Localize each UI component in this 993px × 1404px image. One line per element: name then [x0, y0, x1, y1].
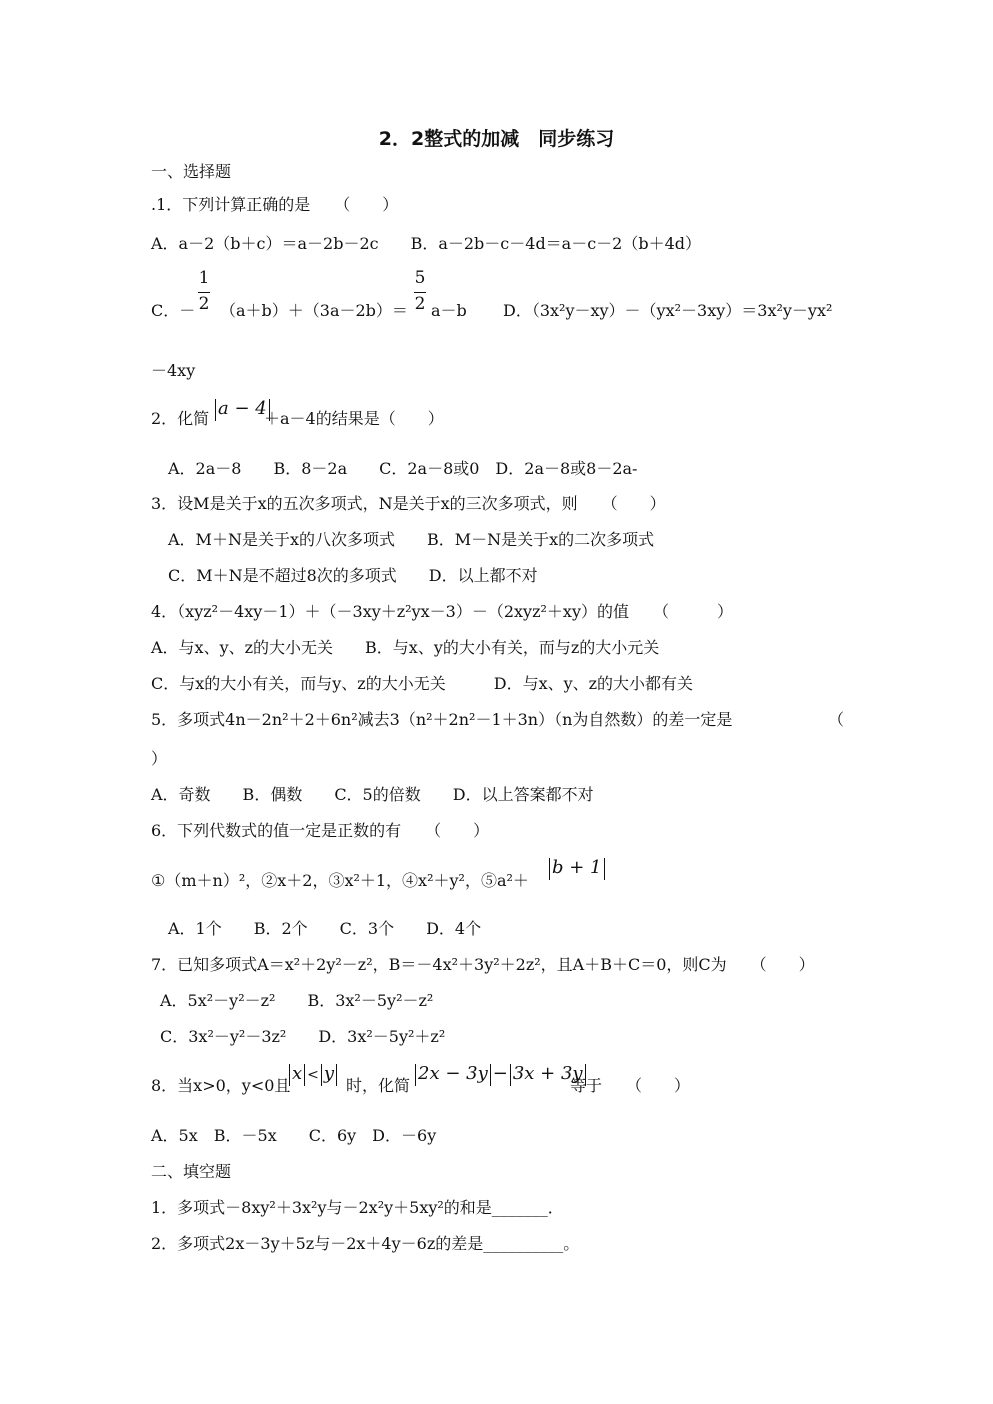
q4-options-ab: A．与x、y、z的大小无关 B．与x、y的大小有关，而与z的大小元关 [151, 638, 660, 657]
q8-expression [413, 1063, 588, 1086]
q4-options-cd: C．与x的大小有关，而与y、z的大小无关 D．与x、y、z的大小都有关 [151, 674, 694, 693]
q6-items: ①（m＋n）²，②x＋2，③x²＋1，④x²＋y²，⑤a²＋ [151, 871, 529, 890]
section-fill-heading: 二、填空题 [151, 1162, 232, 1181]
abs-bar-icon [304, 1064, 305, 1086]
q1-option-c-suffix: a－b [431, 301, 467, 320]
q6-stem: 6．下列代数式的值一定是正数的有 （ ） [151, 821, 490, 840]
q7-options-ab: A．5x²－y²－z² B．3x²－5y²－z² [160, 991, 434, 1010]
q2-options: A．2a－8 B．8－2a C．2a－8或0 D．2a－8或8－2a- [168, 459, 638, 478]
q8-options: A．5x B．－5x C．6y D．－6y [151, 1126, 437, 1145]
q1-frac2-numerator: 5 [414, 268, 426, 288]
fill-question-2: 2．多项式2x－3y＋5z与－2x＋4y－6z的差是__________。 [151, 1234, 580, 1253]
q2-absolute-value [213, 398, 272, 421]
q1-option-d-continued: －4xy [151, 361, 196, 380]
q3-options-cd: C．M＋N是不超过8次的多项式 D．以上都不对 [168, 566, 538, 585]
q6-abs-expression: b + 1 [552, 857, 602, 878]
q7-stem: 7．已知多项式A＝x²＋2y²－z²，B＝－4x²＋3y²＋2z²，且A＋B＋C＝0，则C为 （ ） [151, 955, 815, 974]
q1-option-d: D．（3x²y－xy）－（yx²－3xy）＝3x²y－yx² [503, 301, 833, 320]
abs-bar-icon [215, 399, 216, 421]
q8-less-than: < [307, 1067, 319, 1083]
q8-abs-y: y [323, 1063, 335, 1084]
q1-option-c-mid: （a＋b）＋（3a－2b）＝ [220, 301, 408, 320]
q5-paren-open: （ [828, 710, 845, 729]
abs-bar-icon [289, 1064, 290, 1086]
q1-frac1-denominator: 2 [198, 294, 210, 314]
fill-question-1: 1．多项式－8xy²＋3x²y与－2x²y＋5xy²的和是_______． [151, 1198, 564, 1217]
q2-stem-prefix: 2．化简 [151, 409, 210, 428]
abs-bar-icon [336, 1064, 337, 1086]
q8-minus: − [492, 1063, 508, 1084]
q5-paren-close: ） [151, 749, 168, 768]
q4-stem: 4．（xyz²－4xy－1）＋（－3xy＋z²yx－3）－（2xyz²＋xy）的值 （ ） [151, 602, 733, 621]
q1-frac1-bar [198, 292, 210, 293]
abs-bar-icon [549, 858, 550, 880]
abs-bar-icon [604, 858, 605, 880]
q8-abs-expression-1: 2x − 3y [418, 1063, 488, 1084]
q1-frac2-denominator: 2 [414, 294, 426, 314]
q6-options: A．1个 B．2个 C．3个 D．4个 [168, 919, 482, 938]
q3-options-ab: A．M＋N是关于x的八次多项式 B．M－N是关于x的二次多项式 [168, 530, 655, 549]
abs-bar-icon [415, 1064, 416, 1086]
q8-abs-x: x [292, 1063, 303, 1084]
abs-bar-icon [321, 1064, 322, 1086]
q8-abs-expression-2: 3x + 3y [512, 1063, 583, 1084]
q1-option-c-prefix: C．－ [151, 301, 196, 320]
q1-options-ab: A．a－2（b＋c）＝a－2b－2c B．a－2b－c－4d＝a－c－2（b＋4d） [151, 234, 702, 253]
abs-bar-icon [510, 1064, 511, 1086]
q8-stem-prefix: 8．当x>0，y<0且 [151, 1076, 291, 1095]
q2-abs-expression: a − 4 [218, 398, 267, 419]
q5-options: A．奇数 B．偶数 C．5的倍数 D．以上答案都不对 [151, 785, 594, 804]
q8-stem-suffix: 等于 （ ） [570, 1076, 691, 1095]
q1-frac1-numerator: 1 [198, 268, 210, 288]
q3-stem: 3．设M是关于x的五次多项式，N是关于x的三次多项式，则 （ ） [151, 494, 666, 513]
q8-inequality [287, 1063, 339, 1086]
q7-options-cd: C．3x²－y²－3z² D．3x²－5y²＋z² [160, 1027, 446, 1046]
abs-bar-icon [490, 1064, 491, 1086]
q2-stem-suffix: ＋a－4的结果是（ ） [264, 409, 444, 428]
page-title: 2．2整式的加减 同步练习 [378, 128, 615, 150]
q5-stem: 5．多项式4n－2n²＋2＋6n²减去3（n²＋2n²－1＋3n）（n为自然数）的差一定是 [151, 710, 733, 729]
section-choice-heading: 一、选择题 [151, 162, 232, 181]
q6-absolute-value [547, 857, 607, 880]
q1-stem: .1．下列计算正确的是 （ ） [151, 195, 399, 214]
q1-frac2-bar [414, 292, 426, 293]
q8-stem-mid: 时，化简 [346, 1076, 411, 1095]
